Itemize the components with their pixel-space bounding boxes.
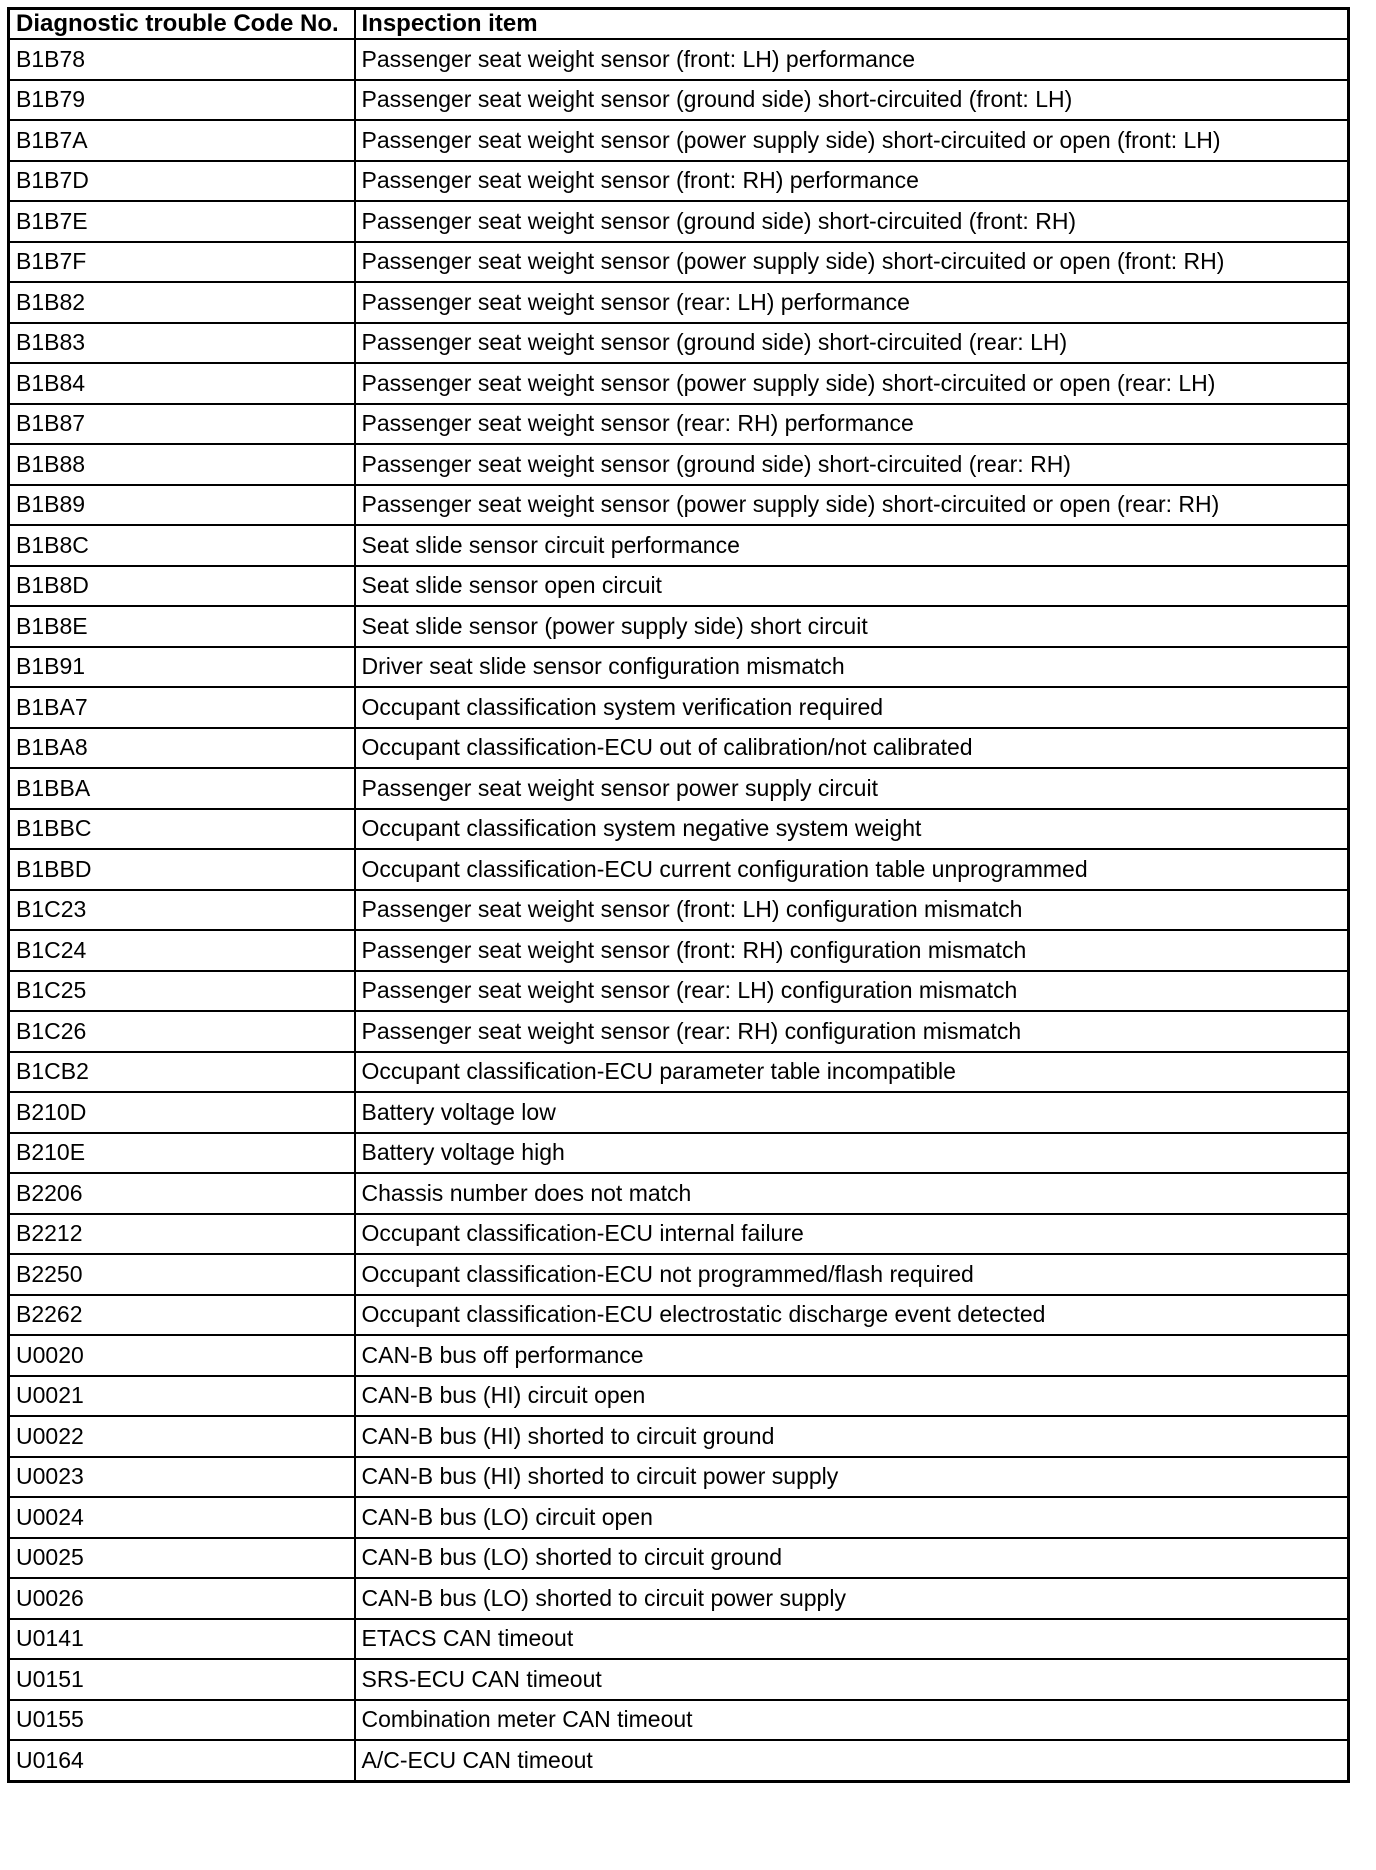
inspection-item-cell: Battery voltage low [355,1092,1349,1133]
dtc-code-cell: B1B7E [9,201,355,242]
table-row [9,444,1349,485]
table-row [9,1457,1349,1498]
table-row [9,809,1349,850]
table-row [9,1497,1349,1538]
inspection-item-cell: Passenger seat weight sensor (ground side) short-circuited (front: LH) [355,80,1349,121]
inspection-item-cell: Battery voltage high [355,1133,1349,1174]
dtc-code-cell: B210E [9,1133,355,1174]
table-row [9,323,1349,364]
dtc-code-cell: B1C24 [9,930,355,971]
table-row [9,363,1349,404]
table-row [9,1335,1349,1376]
inspection-item-cell: Occupant classification-ECU electrostatic discharge event detected [355,1295,1349,1336]
table-row [9,80,1349,121]
dtc-code-cell: B210D [9,1092,355,1133]
dtc-code-cell: U0025 [9,1538,355,1579]
dtc-code-cell: U0151 [9,1659,355,1700]
table-row [9,687,1349,728]
header-code: Diagnostic trouble Code No. [9,9,355,40]
inspection-item-cell: Passenger seat weight sensor (rear: RH) performance [355,404,1349,445]
dtc-code-cell: U0164 [9,1740,355,1781]
inspection-item-cell: Occupant classification-ECU current configuration table unprogrammed [355,849,1349,890]
dtc-code-cell: U0020 [9,1335,355,1376]
inspection-item-cell: CAN-B bus (LO) circuit open [355,1497,1349,1538]
dtc-code-cell: B2262 [9,1295,355,1336]
dtc-code-cell: U0026 [9,1578,355,1619]
inspection-item-cell: ETACS CAN timeout [355,1619,1349,1660]
inspection-item-cell: Occupant classification system negative system weight [355,809,1349,850]
dtc-code-cell: B1BBD [9,849,355,890]
table-body [9,39,1349,1781]
table-row [9,1133,1349,1174]
table-row [9,1092,1349,1133]
inspection-item-cell: Passenger seat weight sensor power supply circuit [355,768,1349,809]
table-row [9,647,1349,688]
inspection-item-cell: CAN-B bus off performance [355,1335,1349,1376]
table-row [9,768,1349,809]
inspection-item-cell: CAN-B bus (LO) shorted to circuit ground [355,1538,1349,1579]
table-row [9,728,1349,769]
table-row [9,890,1349,931]
table-row [9,1659,1349,1700]
table-row [9,1011,1349,1052]
inspection-item-cell: Passenger seat weight sensor (rear: LH) configuration mismatch [355,971,1349,1012]
dtc-code-cell: B1B8C [9,525,355,566]
table-row [9,485,1349,526]
dtc-code-cell: U0024 [9,1497,355,1538]
inspection-item-cell: A/C-ECU CAN timeout [355,1740,1349,1781]
inspection-item-cell: Passenger seat weight sensor (ground side) short-circuited (front: RH) [355,201,1349,242]
table-row [9,1173,1349,1214]
inspection-item-cell: Passenger seat weight sensor (front: LH) performance [355,39,1349,80]
inspection-item-cell: Passenger seat weight sensor (front: RH) performance [355,161,1349,202]
dtc-code-cell: U0141 [9,1619,355,1660]
inspection-item-cell: CAN-B bus (HI) shorted to circuit power supply [355,1457,1349,1498]
dtc-code-cell: U0022 [9,1416,355,1457]
inspection-item-cell: Combination meter CAN timeout [355,1700,1349,1741]
dtc-code-cell: B2206 [9,1173,355,1214]
dtc-code-cell: U0155 [9,1700,355,1741]
table-header-row [9,9,1349,40]
table-row [9,566,1349,607]
inspection-item-cell: Seat slide sensor circuit performance [355,525,1349,566]
dtc-code-cell: B1B87 [9,404,355,445]
table-row [9,1214,1349,1255]
dtc-code-cell: B1C23 [9,890,355,931]
dtc-code-cell: B1BBC [9,809,355,850]
inspection-item-cell: Occupant classification-ECU not programmed/flash required [355,1254,1349,1295]
dtc-code-cell: B1B82 [9,282,355,323]
table-row [9,525,1349,566]
dtc-code-cell: U0021 [9,1376,355,1417]
table-row [9,930,1349,971]
table-row [9,1376,1349,1417]
table-row [9,120,1349,161]
table-row [9,849,1349,890]
inspection-item-cell: Passenger seat weight sensor (rear: RH) configuration mismatch [355,1011,1349,1052]
inspection-item-cell: CAN-B bus (HI) shorted to circuit ground [355,1416,1349,1457]
table-row [9,1578,1349,1619]
dtc-code-cell: B2250 [9,1254,355,1295]
dtc-code-cell: B1B83 [9,323,355,364]
dtc-code-cell: B1B7A [9,120,355,161]
inspection-item-cell: Occupant classification-ECU out of calibration/not calibrated [355,728,1349,769]
inspection-item-cell: Passenger seat weight sensor (power supply side) short-circuited or open (rear: LH) [355,363,1349,404]
inspection-item-cell: Occupant classification-ECU parameter table incompatible [355,1052,1349,1093]
table-row [9,1538,1349,1579]
inspection-item-cell: Passenger seat weight sensor (ground side) short-circuited (rear: LH) [355,323,1349,364]
inspection-item-cell: Chassis number does not match [355,1173,1349,1214]
inspection-item-cell: CAN-B bus (LO) shorted to circuit power supply [355,1578,1349,1619]
dtc-code-cell: B1B91 [9,647,355,688]
dtc-table [7,7,1350,1783]
dtc-code-cell: B2212 [9,1214,355,1255]
table-row [9,1740,1349,1781]
table-row [9,242,1349,283]
inspection-item-cell: Passenger seat weight sensor (ground side) short-circuited (rear: RH) [355,444,1349,485]
inspection-item-cell: Occupant classification system verification required [355,687,1349,728]
inspection-item-cell: Passenger seat weight sensor (front: RH) configuration mismatch [355,930,1349,971]
inspection-item-cell: Seat slide sensor open circuit [355,566,1349,607]
inspection-item-cell: Passenger seat weight sensor (power supply side) short-circuited or open (rear: RH) [355,485,1349,526]
table-row [9,39,1349,80]
table-row [9,404,1349,445]
inspection-item-cell: Seat slide sensor (power supply side) short circuit [355,606,1349,647]
dtc-code-cell: B1C25 [9,971,355,1012]
table-row [9,1254,1349,1295]
table-row [9,1416,1349,1457]
dtc-code-cell: B1B84 [9,363,355,404]
table-row [9,1700,1349,1741]
table-row [9,606,1349,647]
dtc-code-cell: B1BA8 [9,728,355,769]
inspection-item-cell: Passenger seat weight sensor (front: LH) configuration mismatch [355,890,1349,931]
inspection-item-cell: Occupant classification-ECU internal failure [355,1214,1349,1255]
table-row [9,971,1349,1012]
table-row [9,1619,1349,1660]
dtc-code-cell: B1C26 [9,1011,355,1052]
inspection-item-cell: Passenger seat weight sensor (rear: LH) performance [355,282,1349,323]
dtc-code-cell: B1B79 [9,80,355,121]
inspection-item-cell: Passenger seat weight sensor (power supply side) short-circuited or open (front: LH) [355,120,1349,161]
dtc-code-cell: B1B7D [9,161,355,202]
dtc-code-cell: B1B88 [9,444,355,485]
inspection-item-cell: CAN-B bus (HI) circuit open [355,1376,1349,1417]
inspection-item-cell: SRS-ECU CAN timeout [355,1659,1349,1700]
inspection-item-cell: Passenger seat weight sensor (power supply side) short-circuited or open (front: RH) [355,242,1349,283]
dtc-code-cell: B1BBA [9,768,355,809]
table-row [9,161,1349,202]
dtc-code-cell: B1B8E [9,606,355,647]
dtc-code-cell: U0023 [9,1457,355,1498]
table-row [9,201,1349,242]
dtc-code-cell: B1B89 [9,485,355,526]
table-row [9,1295,1349,1336]
header-inspection-item: Inspection item [355,9,1349,40]
dtc-code-cell: B1B7F [9,242,355,283]
dtc-code-cell: B1B8D [9,566,355,607]
dtc-code-cell: B1BA7 [9,687,355,728]
table-row [9,282,1349,323]
dtc-code-cell: B1CB2 [9,1052,355,1093]
inspection-item-cell: Driver seat slide sensor configuration mismatch [355,647,1349,688]
dtc-code-cell: B1B78 [9,39,355,80]
table-row [9,1052,1349,1093]
